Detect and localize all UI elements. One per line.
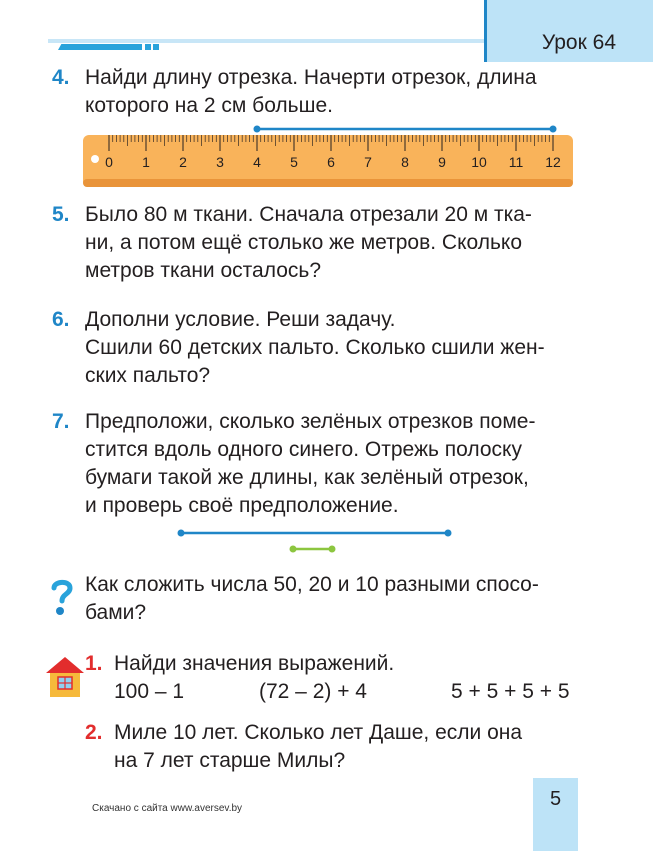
task-text-line: Было 80 м ткани. Сначала отрезали 20 м тка- [85, 203, 532, 226]
homework-number: 2. [85, 721, 103, 744]
homework-text-line: Миле 10 лет. Сколько лет Даше, если она [114, 721, 523, 744]
question-text-line: бами? [85, 601, 147, 624]
header-decoration [48, 39, 484, 51]
lesson-title: Урок 64 [541, 31, 616, 54]
expression: 100 – 1 [114, 680, 185, 703]
segments-figure [170, 522, 460, 558]
page-number: 5 [549, 788, 562, 810]
house-icon [44, 655, 86, 699]
ruler-label: 5 [290, 154, 298, 170]
homework-number: 1. [85, 652, 103, 675]
homework-text-line: Найди значения выражений. [114, 652, 395, 675]
task-text-line: ских пальто? [85, 364, 211, 387]
ruler-label: 8 [401, 154, 409, 170]
ruler-label: 1 [142, 154, 150, 170]
task-text-line: которого на 2 см больше. [85, 94, 333, 117]
blue-segment-on-ruler [254, 126, 557, 133]
ruler-label: 7 [364, 154, 372, 170]
ruler-label: 0 [105, 154, 113, 170]
ruler-label: 4 [253, 154, 261, 170]
expression: 5 + 5 + 5 + 5 [451, 680, 570, 703]
ruler-hole [91, 155, 99, 163]
task-number: 5. [52, 203, 70, 226]
blue-segment [178, 530, 452, 537]
task-text-line: ни, а потом ещё столько же метров. Сколько [85, 231, 523, 254]
ruler-label: 9 [438, 154, 446, 170]
page-number-box [533, 778, 578, 851]
task-text-line: бумаги такой же длины, как зелёный отрезок, [85, 466, 529, 489]
footer-source: Скачано с сайта www.aversev.by [92, 803, 243, 814]
task-text-line: метров ткани осталось? [85, 259, 322, 282]
lesson-tab [484, 0, 653, 62]
task-text-line: стится вдоль одного синего. Отрежь полоску [85, 438, 522, 461]
ruler-label: 12 [545, 154, 561, 170]
task-text-line: и проверь своё предположение. [85, 494, 399, 517]
ruler-label: 2 [179, 154, 187, 170]
ruler-label: 10 [471, 154, 487, 170]
green-segment [290, 546, 336, 553]
task-text-line: Дополни условие. Реши задачу. [85, 308, 396, 331]
question-mark-icon [48, 578, 76, 618]
task-number: 6. [52, 308, 70, 331]
task-text-line: Предположи, сколько зелёных отрезков поме- [85, 410, 536, 433]
ruler-label: 3 [216, 154, 224, 170]
expression: (72 – 2) + 4 [259, 680, 367, 703]
task-number: 7. [52, 410, 70, 433]
question-text-line: Как сложить числа 50, 20 и 10 разными спосо- [85, 573, 539, 596]
task-text-line: Найди длину отрезка. Начерти отрезок, длина [85, 66, 537, 89]
ruler-label: 6 [327, 154, 335, 170]
task-number: 4. [52, 66, 70, 89]
task-text-line: Сшили 60 детских пальто. Сколько сшили жен- [85, 336, 545, 359]
ruler [83, 131, 573, 191]
homework-text-line: на 7 лет старше Милы? [114, 749, 346, 772]
ruler-label: 11 [508, 154, 524, 170]
